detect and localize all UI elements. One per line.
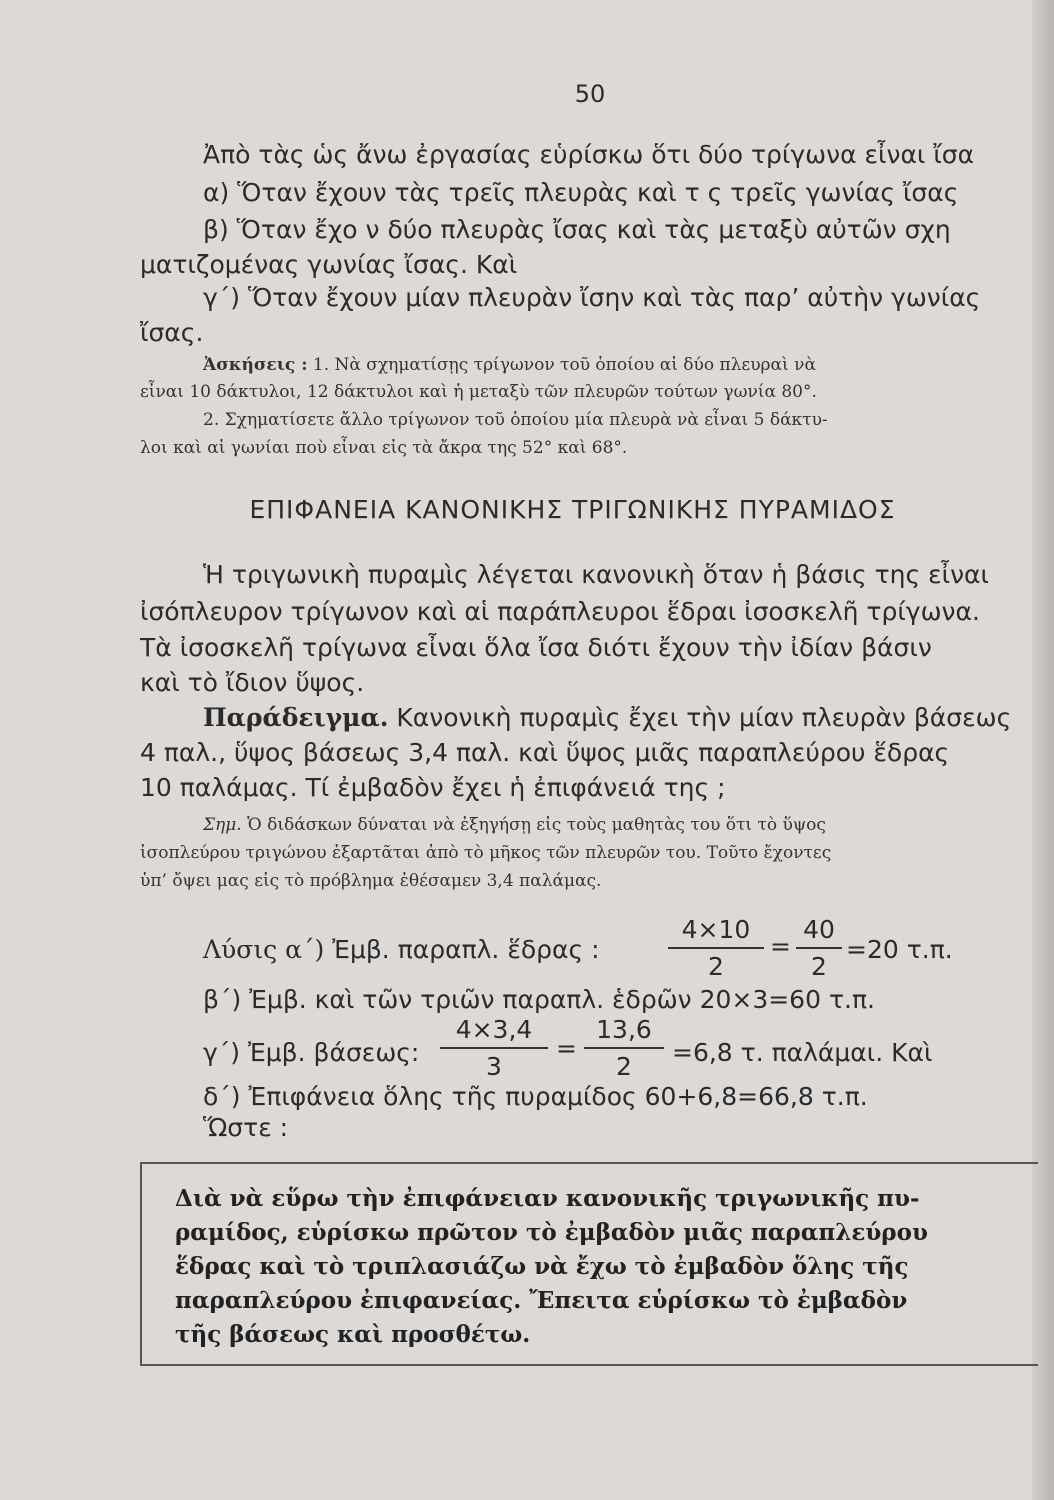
rule-line: τῆς βάσεως καὶ προσθέτω. [175,1321,531,1348]
fraction-bar [440,1047,548,1049]
solution-label: Λύσις α΄) [203,935,325,964]
rule-line: ἕδρας καὶ τὸ τριπλασιάζω νὰ ἔχω τὸ ἐμβαδὸν ὅλης τῆς [175,1253,909,1280]
solution-a-text: Ἐμβ. παραπλ. ἕδρας : [332,935,600,964]
solution-c-result: =6,8 τ. παλάμαι. Καὶ [672,1038,933,1067]
rule-line: παραπλεύρου ἐπιφανείας. Ἔπειτα εὑρίσκω τὸ ἐμβαδὸν [175,1287,908,1314]
fraction-denominator: 2 [811,952,827,981]
fraction-bar [796,947,842,949]
note-label: Σημ. [203,815,242,835]
intro-line: β) Ὅταν ἔχο ν δύο πλευρὰς ἴσας καὶ τὰς μεταξὺ αὐτῶν σχη [203,215,951,244]
page-number: 50 [574,80,606,108]
exercises-block [203,355,816,375]
solution-a [203,935,600,964]
fraction-denominator: 2 [708,952,724,981]
definition-line: ἰσόπλευρον τρίγωνον καὶ αἱ παράπλευροι ἕδραι ἰσοσκελῆ τρίγωνα. [140,597,980,626]
example-label: Παράδειγμα. [203,703,389,732]
solution-b: β΄) Ἐμβ. καὶ τῶν τριῶν παραπλ. ἑδρῶν 20×3=60 τ.π. [203,985,875,1014]
intro-line: α) Ὅταν ἔχουν τὰς τρεῖς πλευρὰς καὶ τ ς τρεῖς γωνίας ἴσας [203,178,959,207]
exercise-line: λοι καὶ αἱ γωνίαι ποὺ εἶναι εἰς τὰ ἄκρα της 52° καὶ 68°. [140,438,628,458]
intro-line: γ΄) Ὅταν ἔχουν μίαν πλευρὰν ἴσην καὶ τὰς παρ’ αὐτὴν γωνίας [203,283,981,312]
intro-line: ματιζομένας γωνίας ἴσας. Καὶ [140,250,518,279]
conclusion-label: Ὥστε : [203,1113,289,1142]
solution-c-text: γ΄) Ἐμβ. βάσεως: [203,1038,420,1067]
example-block [203,703,1011,732]
fraction-numerator: 40 [803,915,835,944]
example-line: 4 παλ., ὕψος βάσεως 3,4 παλ. καὶ ὕψος μιᾶς παραπλεύρου ἕδρας [140,738,950,767]
fraction-bar [584,1047,664,1049]
definition-line: Ἡ τριγωνικὴ πυραμὶς λέγεται κανονικὴ ὅταν ἡ βάσις της εἶναι [203,560,989,589]
definition-line: καὶ τὸ ἴδιον ὕψος. [140,668,365,697]
note-line: Ὁ διδάσκων δύναται νὰ ἐξηγήσῃ εἰς τοὺς μαθητὰς του ὅτι τὸ ὕψος [247,815,826,835]
solution-a-result: =20 τ.π. [846,935,953,964]
rule-line: Διὰ νὰ εὕρω τὴν ἐπιφάνειαν κανονικῆς τριγωνικῆς πυ- [175,1185,920,1212]
fraction-denominator: 3 [486,1052,502,1081]
solution-d: δ΄) Ἐπιφάνεια ὅλης τῆς πυραμίδος 60+6,8=66,8 τ.π. [203,1082,868,1111]
fraction-denominator: 2 [616,1052,632,1081]
section-title: ΕΠΙΦΑΝΕΙΑ ΚΑΝΟΝΙΚΗΣ ΤΡΙΓΩΝΙΚΗΣ ΠΥΡΑΜΙΔΟΣ [249,495,896,524]
exercises-label: Ἀσκήσεις : [203,355,308,375]
intro-line: Ἀπὸ τὰς ὡς ἄνω ἐργασίας εὑρίσκω ὅτι δύο τρίγωνα εἶναι ἴσα [203,140,975,169]
fraction-numerator: 4×10 [681,915,751,944]
note-line: ὑπ’ ὄψει μας εἰς τὸ πρόβλημα ἐθέσαμεν 3,4 παλάμας. [140,871,602,891]
equals-sign: = [556,1034,577,1063]
rule-line: ραμίδος, εὑρίσκω πρῶτον τὸ ἐμβαδὸν μιᾶς παραπλεύρου [175,1219,928,1246]
fraction-numerator: 13,6 [596,1015,652,1044]
exercise-line: 1. Νὰ σχηματίσῃς τρίγωνον τοῦ ὁποίου αἱ δύο πλευραὶ νὰ [312,355,816,375]
exercise-line: 2. Σχηματίσετε ἄλλο τρίγωνον τοῦ ὁποίου μία πλευρὰ νὰ εἶναι 5 δάκτυ- [203,410,828,430]
example-line: 10 παλάμας. Τί ἐμβαδὸν ἔχει ἡ ἐπιφάνειά της ; [140,773,726,802]
note-line: ἰσοπλεύρου τριγώνου ἐξαρτᾶται ἀπὸ τὸ μῆκος τῶν πλευρῶν του. Τοῦτο ἔχοντες [140,843,832,863]
intro-line: ἴσας. [140,318,204,347]
note-block [203,815,826,835]
fraction-numerator: 4×3,4 [455,1015,533,1044]
exercise-line: εἶναι 10 δάκτυλοι, 12 δάκτυλοι καὶ ἡ μεταξὺ τῶν πλευρῶν τούτων γωνία 80°. [140,382,817,402]
fraction-bar [668,947,764,949]
definition-line: Τὰ ἰσοσκελῆ τρίγωνα εἶναι ὅλα ἴσα διότι ἔχουν τὴν ἰδίαν βάσιν [140,633,932,662]
example-line: Κανονικὴ πυραμὶς ἔχει τὴν μίαν πλευρὰν βάσεως [396,703,1012,732]
equals-sign: = [770,932,791,961]
